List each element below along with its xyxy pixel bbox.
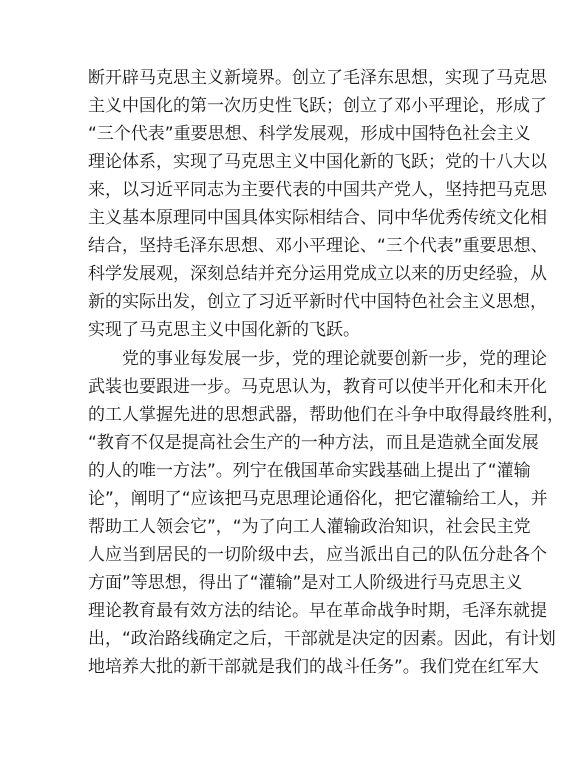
paragraph-line: 的人的唯一方法”。列宁在俄国革命实践基础上提出了“灌输 bbox=[88, 461, 531, 481]
paragraph-line: 论”，阐明了“应该把马克思理论通俗化，把它灌输给工人，并 bbox=[88, 489, 548, 509]
paragraph-line: “教育不仅是提高社会生产的一种方法，而且是造就全面发展 bbox=[88, 433, 539, 453]
paragraph-line: 出，“政治路线确定之后，干部就是决定的因素。因此，有计划 bbox=[88, 629, 556, 649]
paragraph-line: 人应当到居民的一切阶级中去，应当派出自己的队伍分赴各个 bbox=[88, 545, 547, 565]
paragraph-line: 来，以习近平同志为主要代表的中国共产党人，坚持把马克思 bbox=[88, 180, 547, 200]
paragraph-line: 结合，坚持毛泽东思想、邓小平理论、“三个代表”重要思想、 bbox=[88, 236, 548, 256]
paragraph-line-first: 党的事业每发展一步，党的理论就要创新一步，党的理论 bbox=[122, 349, 547, 369]
paragraph-line: 科学发展观，深刻总结并充分运用党成立以来的历史经验，从 bbox=[88, 264, 547, 284]
paragraph-line: 的工人掌握先进的思想武器，帮助他们在斗争中取得最终胜利， bbox=[88, 405, 564, 425]
paragraph-line: 武装也要跟进一步。马克思认为，教育可以使半开化和未开化 bbox=[88, 377, 547, 397]
paragraph-line: 实现了马克思主义中国化新的飞跃。 bbox=[88, 320, 360, 340]
paragraph-line: 主义中国化的第一次历史性飞跃；创立了邓小平理论，形成了 bbox=[88, 96, 547, 116]
paragraph-line: 方面”等思想，得出了“灌输”是对工人阶级进行马克思主义 bbox=[88, 573, 523, 593]
paragraph-line: 断开辟马克思主义新境界。创立了毛泽东思想，实现了马克思 bbox=[88, 68, 547, 88]
paragraph-line: “三个代表”重要思想、科学发展观，形成中国特色社会主义 bbox=[88, 124, 531, 144]
paragraph-line: 帮助工人领会它”，“为了向工人灌输政治知识，社会民主党 bbox=[88, 517, 531, 537]
paragraph-line: 理论教育最有效方法的结论。早在革命战争时期，毛泽东就提 bbox=[88, 601, 547, 621]
paragraph-line: 地培养大批的新干部就是我们的战斗任务”。我们党在红军大 bbox=[88, 657, 539, 677]
paragraph-line: 主义基本原理同中国具体实际相结合、同中华优秀传统文化相 bbox=[88, 208, 547, 228]
paragraph-2 bbox=[88, 345, 564, 681]
paragraph-1 bbox=[88, 64, 548, 344]
paragraph-line: 理论体系，实现了马克思主义中国化新的飞跃；党的十八大以 bbox=[88, 152, 547, 172]
paragraph-line: 新的实际出发，创立了习近平新时代中国特色社会主义思想， bbox=[88, 292, 547, 312]
